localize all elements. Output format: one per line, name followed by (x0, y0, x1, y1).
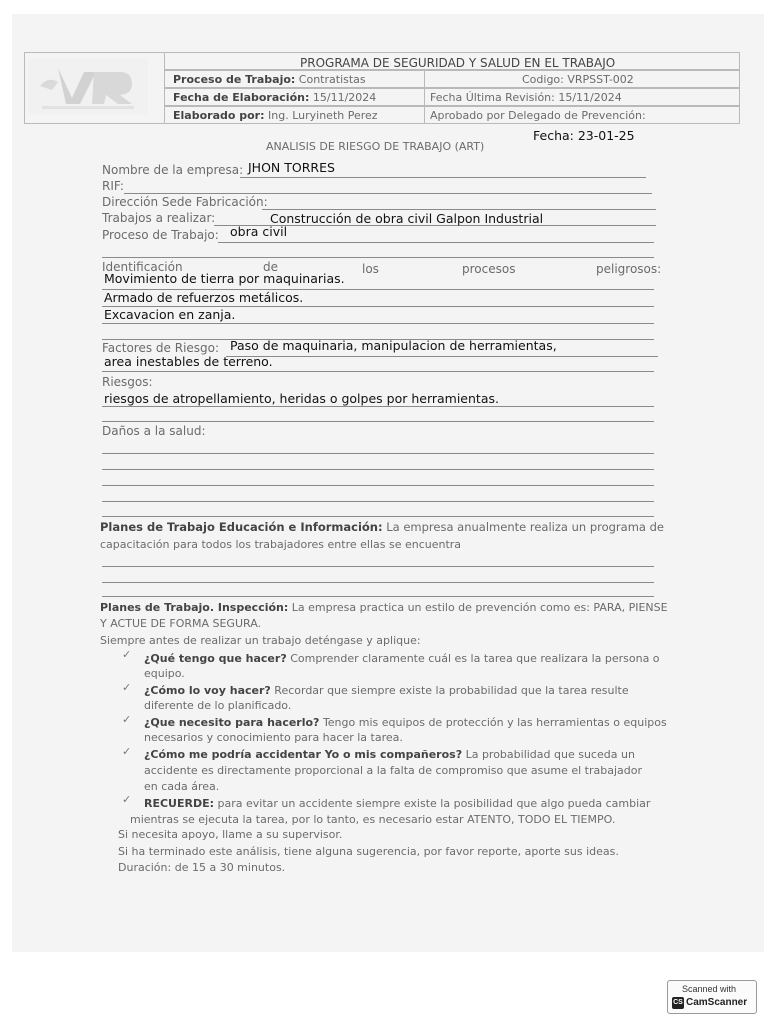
danos-label: Daños a la salud: (102, 424, 206, 438)
header-fecha-elab-label: Fecha de Elaboración: (173, 91, 310, 104)
educ-line-1 (102, 566, 654, 567)
planes-educacion (100, 521, 664, 535)
riesgos-line-1 (102, 406, 654, 407)
duracion-text: Duración: de 15 a 30 minutos. (118, 861, 286, 874)
header-aprobado: Aprobado por Delegado de Prevención: (430, 109, 646, 122)
header-title: PROGRAMA DE SEGURIDAD Y SALUD EN EL TRABAJO (300, 56, 616, 70)
item-4-question: ¿Cómo me podría accidentar Yo o mis compañeros? (144, 748, 463, 761)
apoyo-text: Si necesita apoyo, llame a su supervisor. (118, 828, 343, 841)
header-fecha-elab-value: 15/11/2024 (312, 91, 377, 104)
planes-educacion-title: Planes de Trabajo Educación e Información: (100, 520, 383, 534)
proceso-peligroso-1: Movimiento de tierra por maquinarias. (104, 271, 345, 286)
check-icon: ✓ (122, 793, 132, 806)
empresa-line (240, 177, 646, 178)
ident-label-1: Identificación (102, 260, 183, 274)
trabajos-value: Construcción de obra civil Galpon Industrial (270, 211, 544, 226)
item-3-question: ¿Que necesito para hacerlo? (144, 716, 320, 729)
item-3-text-1: Tengo mis equipos de protección y las herramientas o equipos (322, 716, 667, 729)
item-1-question: ¿Qué tengo que hacer? (144, 652, 287, 665)
educ-line-2 (102, 582, 654, 583)
document-page (12, 14, 764, 952)
empresa-value: JHON TORRES (248, 160, 335, 175)
check-icon: ✓ (122, 713, 132, 726)
ident-label-3: los (362, 262, 379, 276)
trabajos-label: Trabajos a realizar: (102, 211, 216, 225)
ident-label-5: peligrosos: (596, 262, 662, 276)
company-logo (28, 58, 148, 114)
danos-line-5 (102, 516, 654, 517)
check-icon: ✓ (122, 745, 132, 758)
camscanner-logo-icon: CS (672, 997, 684, 1009)
danos-line-3 (102, 485, 654, 486)
factores-value-2: area inestables de terreno. (104, 354, 273, 369)
item-4-text-2: accidente es directamente proporcional a la falta de compromiso que asume el trabajador (144, 764, 642, 777)
header-elaborado (173, 109, 378, 122)
planes-educacion-text-2: capacitación para todos los trabajadores entre ellas se encuentra (100, 538, 462, 551)
header-proceso-value: Contratistas (298, 73, 366, 86)
item-5 (144, 797, 650, 810)
item-5-text-2: mientras se ejecuta la tarea, por lo tanto, es necesario estar ATENTO, TODO EL TIEMPO. (130, 813, 616, 826)
rif-line (124, 193, 652, 194)
planes-educacion-text-1: La empresa anualmente realiza un programa de (386, 520, 664, 534)
sugerencia-text: Si ha terminado este análisis, tiene alguna sugerencia, por favor reporte, aporte sus ideas. (118, 845, 619, 858)
camscanner-line-2: CamScanner (686, 997, 748, 1008)
planes-inspeccion-title: Planes de Trabajo. Inspección: (100, 601, 289, 614)
item-5-text-1: para evitar un accidente siempre existe la posibilidad que algo pueda cambiar (217, 797, 651, 810)
proceso-label: Proceso de Trabajo: (102, 228, 219, 242)
item-3 (144, 716, 667, 729)
header-codigo: Codigo: VRPSST-002 (522, 73, 634, 86)
factores-line-2 (102, 371, 654, 372)
riesgos-line-2 (102, 421, 654, 422)
header-proceso (173, 73, 366, 86)
item-4 (144, 748, 635, 761)
riesgos-label: Riesgos: (102, 375, 153, 389)
item-2-text-1: Recordar que siempre existe la probabilidad que la tarea resulte (274, 684, 629, 697)
item-4-text-3: en cada área. (144, 780, 220, 793)
empresa-label: Nombre de la empresa: (102, 163, 244, 177)
ident-line-3 (102, 323, 654, 324)
planes-intro: Siempre antes de realizar un trabajo deténgase y aplique: (100, 634, 421, 647)
ident-label-4: procesos (462, 262, 516, 276)
factores-line-1 (226, 356, 658, 357)
item-3-text-2: necesarios y conocimiento para hacer la tarea. (144, 731, 403, 744)
factores-label: Factores de Riesgo: (102, 341, 220, 355)
check-icon: ✓ (122, 648, 132, 661)
item-1-text-2: equipo. (144, 667, 185, 680)
ident-label-2: de (263, 260, 278, 274)
educ-line-3 (102, 596, 654, 597)
item-1-text-1: Comprender claramente cuál es la tarea que realizara la persona o (290, 652, 660, 665)
header-fecha-revision: Fecha Última Revisión: 15/11/2024 (430, 91, 622, 104)
proceso-peligroso-3: Excavacion en zanja. (104, 307, 236, 322)
camscanner-line-1: Scanned with (682, 984, 737, 994)
direccion-line (262, 209, 656, 210)
riesgos-value: riesgos de atropellamiento, heridas o golpes por herramientas. (104, 391, 499, 406)
proceso-value: obra civil (230, 224, 288, 239)
header-fecha-elaboracion (173, 91, 376, 104)
danos-line-4 (102, 501, 654, 502)
fecha: Fecha: 23-01-25 (533, 128, 635, 143)
direccion-label: Dirección Sede Fabricación: (102, 195, 268, 209)
planes-inspeccion-text-2: Y ACTUE DE FORMA SEGURA. (100, 617, 262, 630)
factores-value-1: Paso de maquinaria, manipulacion de herramientas, (230, 338, 557, 353)
camscanner-badge (667, 980, 757, 1014)
item-2-question: ¿Cómo lo voy hacer? (144, 684, 271, 697)
doc-subtitle: ANALISIS DE RIESGO DE TRABAJO (ART) (266, 140, 485, 153)
planes-inspeccion-text-1: La empresa practica un estilo de prevención como es: PARA, PIENSE (291, 601, 668, 614)
rif-label: RIF: (102, 179, 124, 193)
header-elaborado-value: Ing. Luryineth Perez (268, 109, 378, 122)
item-1 (144, 652, 660, 665)
check-icon: ✓ (122, 681, 132, 694)
proceso-peligroso-2: Armado de refuerzos metálicos. (104, 290, 304, 305)
item-2-text-2: diferente de lo planificado. (144, 699, 292, 712)
item-5-question: RECUERDE: (144, 797, 215, 810)
header-elaborado-label: Elaborado por: (173, 109, 265, 122)
item-4-text-1: La probabilidad que suceda un (465, 748, 635, 761)
danos-line-1 (102, 453, 654, 454)
proceso-line (218, 242, 654, 243)
proceso-line-2 (102, 257, 654, 258)
planes-inspeccion (100, 601, 668, 614)
danos-line-2 (102, 469, 654, 470)
item-2 (144, 684, 629, 697)
header-proceso-label: Proceso de Trabajo: (173, 73, 296, 86)
